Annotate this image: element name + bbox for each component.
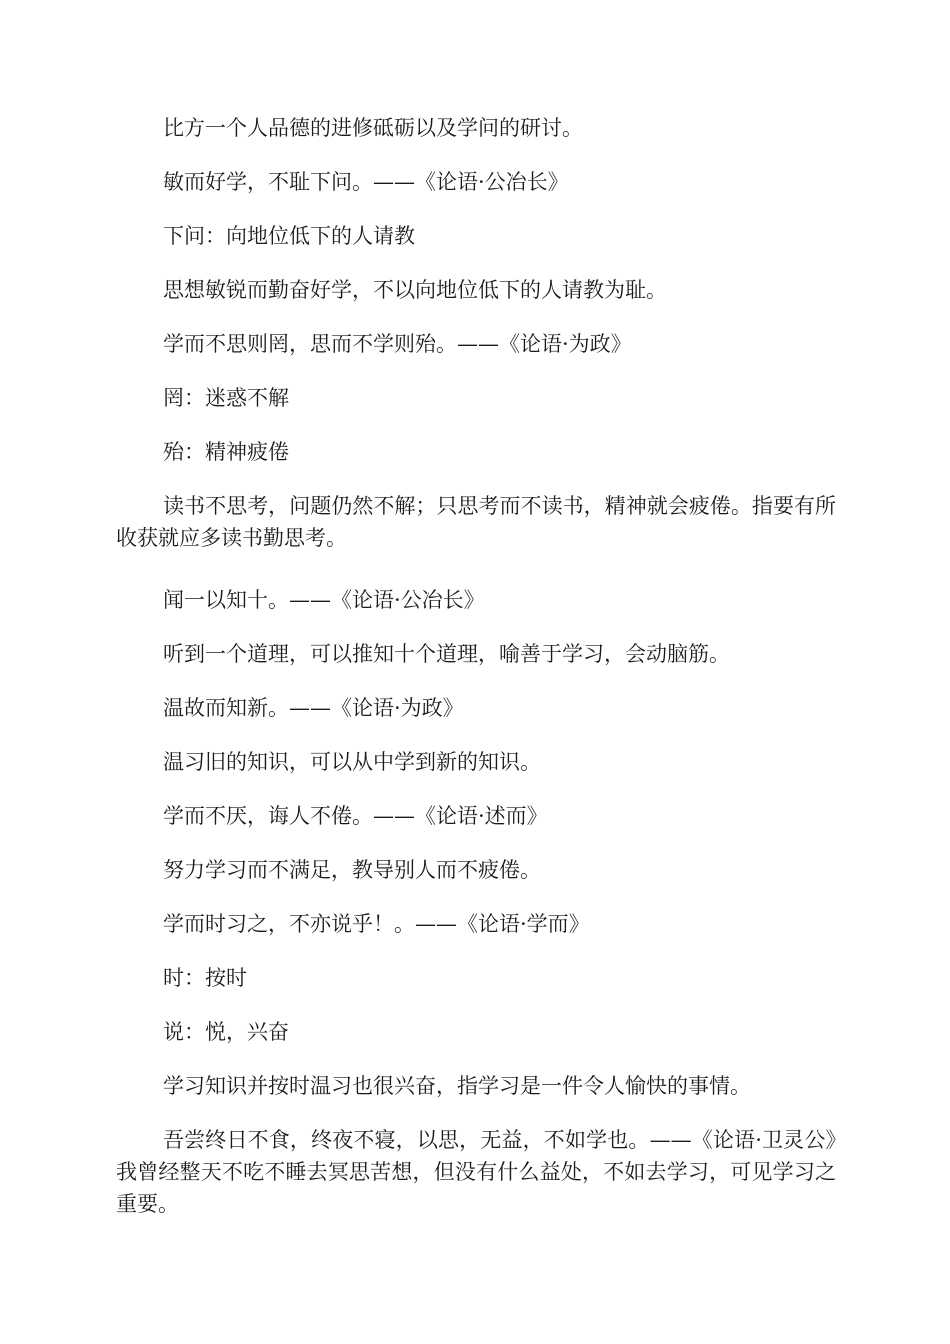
paragraph-8: 读书不思考，问题仍然不解；只思考而不读书，精神就会疲倦。指要有所收获就应多读书勤思考。 bbox=[116, 494, 836, 550]
paragraph-5: 学而不思则罔，思而不学则殆。——《论语·为政》 bbox=[163, 332, 632, 356]
paragraph-4: 思想敏锐而勤奋好学，不以向地位低下的人请教为耻。 bbox=[163, 278, 667, 302]
paragraph-10: 听到一个道理，可以推知十个道理，喻善于学习，会动脑筋。 bbox=[163, 642, 730, 666]
paragraph-9: 闻一以知十。——《论语·公冶长》 bbox=[163, 588, 485, 612]
paragraph-3: 下问：向地位低下的人请教 bbox=[163, 224, 415, 248]
paragraph-14: 努力学习而不满足，教导别人而不疲倦。 bbox=[163, 858, 541, 882]
paragraph-1: 比方一个人品德的进修砥砺以及学问的研讨。 bbox=[163, 116, 583, 140]
paragraph-12: 温习旧的知识，可以从中学到新的知识。 bbox=[163, 750, 541, 774]
paragraph-17: 说：悦，兴奋 bbox=[163, 1020, 289, 1044]
paragraph-18: 学习知识并按时温习也很兴奋，指学习是一件令人愉快的事情。 bbox=[163, 1074, 751, 1098]
paragraph-13: 学而不厌，诲人不倦。——《论语·述而》 bbox=[163, 804, 548, 828]
paragraph-15: 学而时习之，不亦说乎！。——《论语·学而》 bbox=[163, 912, 590, 936]
paragraph-2: 敏而好学，不耻下问。——《论语·公冶长》 bbox=[163, 170, 569, 194]
paragraph-16: 时：按时 bbox=[163, 966, 247, 990]
paragraph-7: 殆：精神疲倦 bbox=[163, 440, 289, 464]
paragraph-6: 罔：迷惑不解 bbox=[163, 386, 289, 410]
paragraph-19: 吾尝终日不食，终夜不寝，以思，无益，不如学也。——《论语·卫灵公》我曾经整天不吃不睡去冥思苦想，但没有什么益处，不如去学习，可见学习之重要。 bbox=[116, 1128, 836, 1216]
paragraph-11: 温故而知新。——《论语·为政》 bbox=[163, 696, 464, 720]
